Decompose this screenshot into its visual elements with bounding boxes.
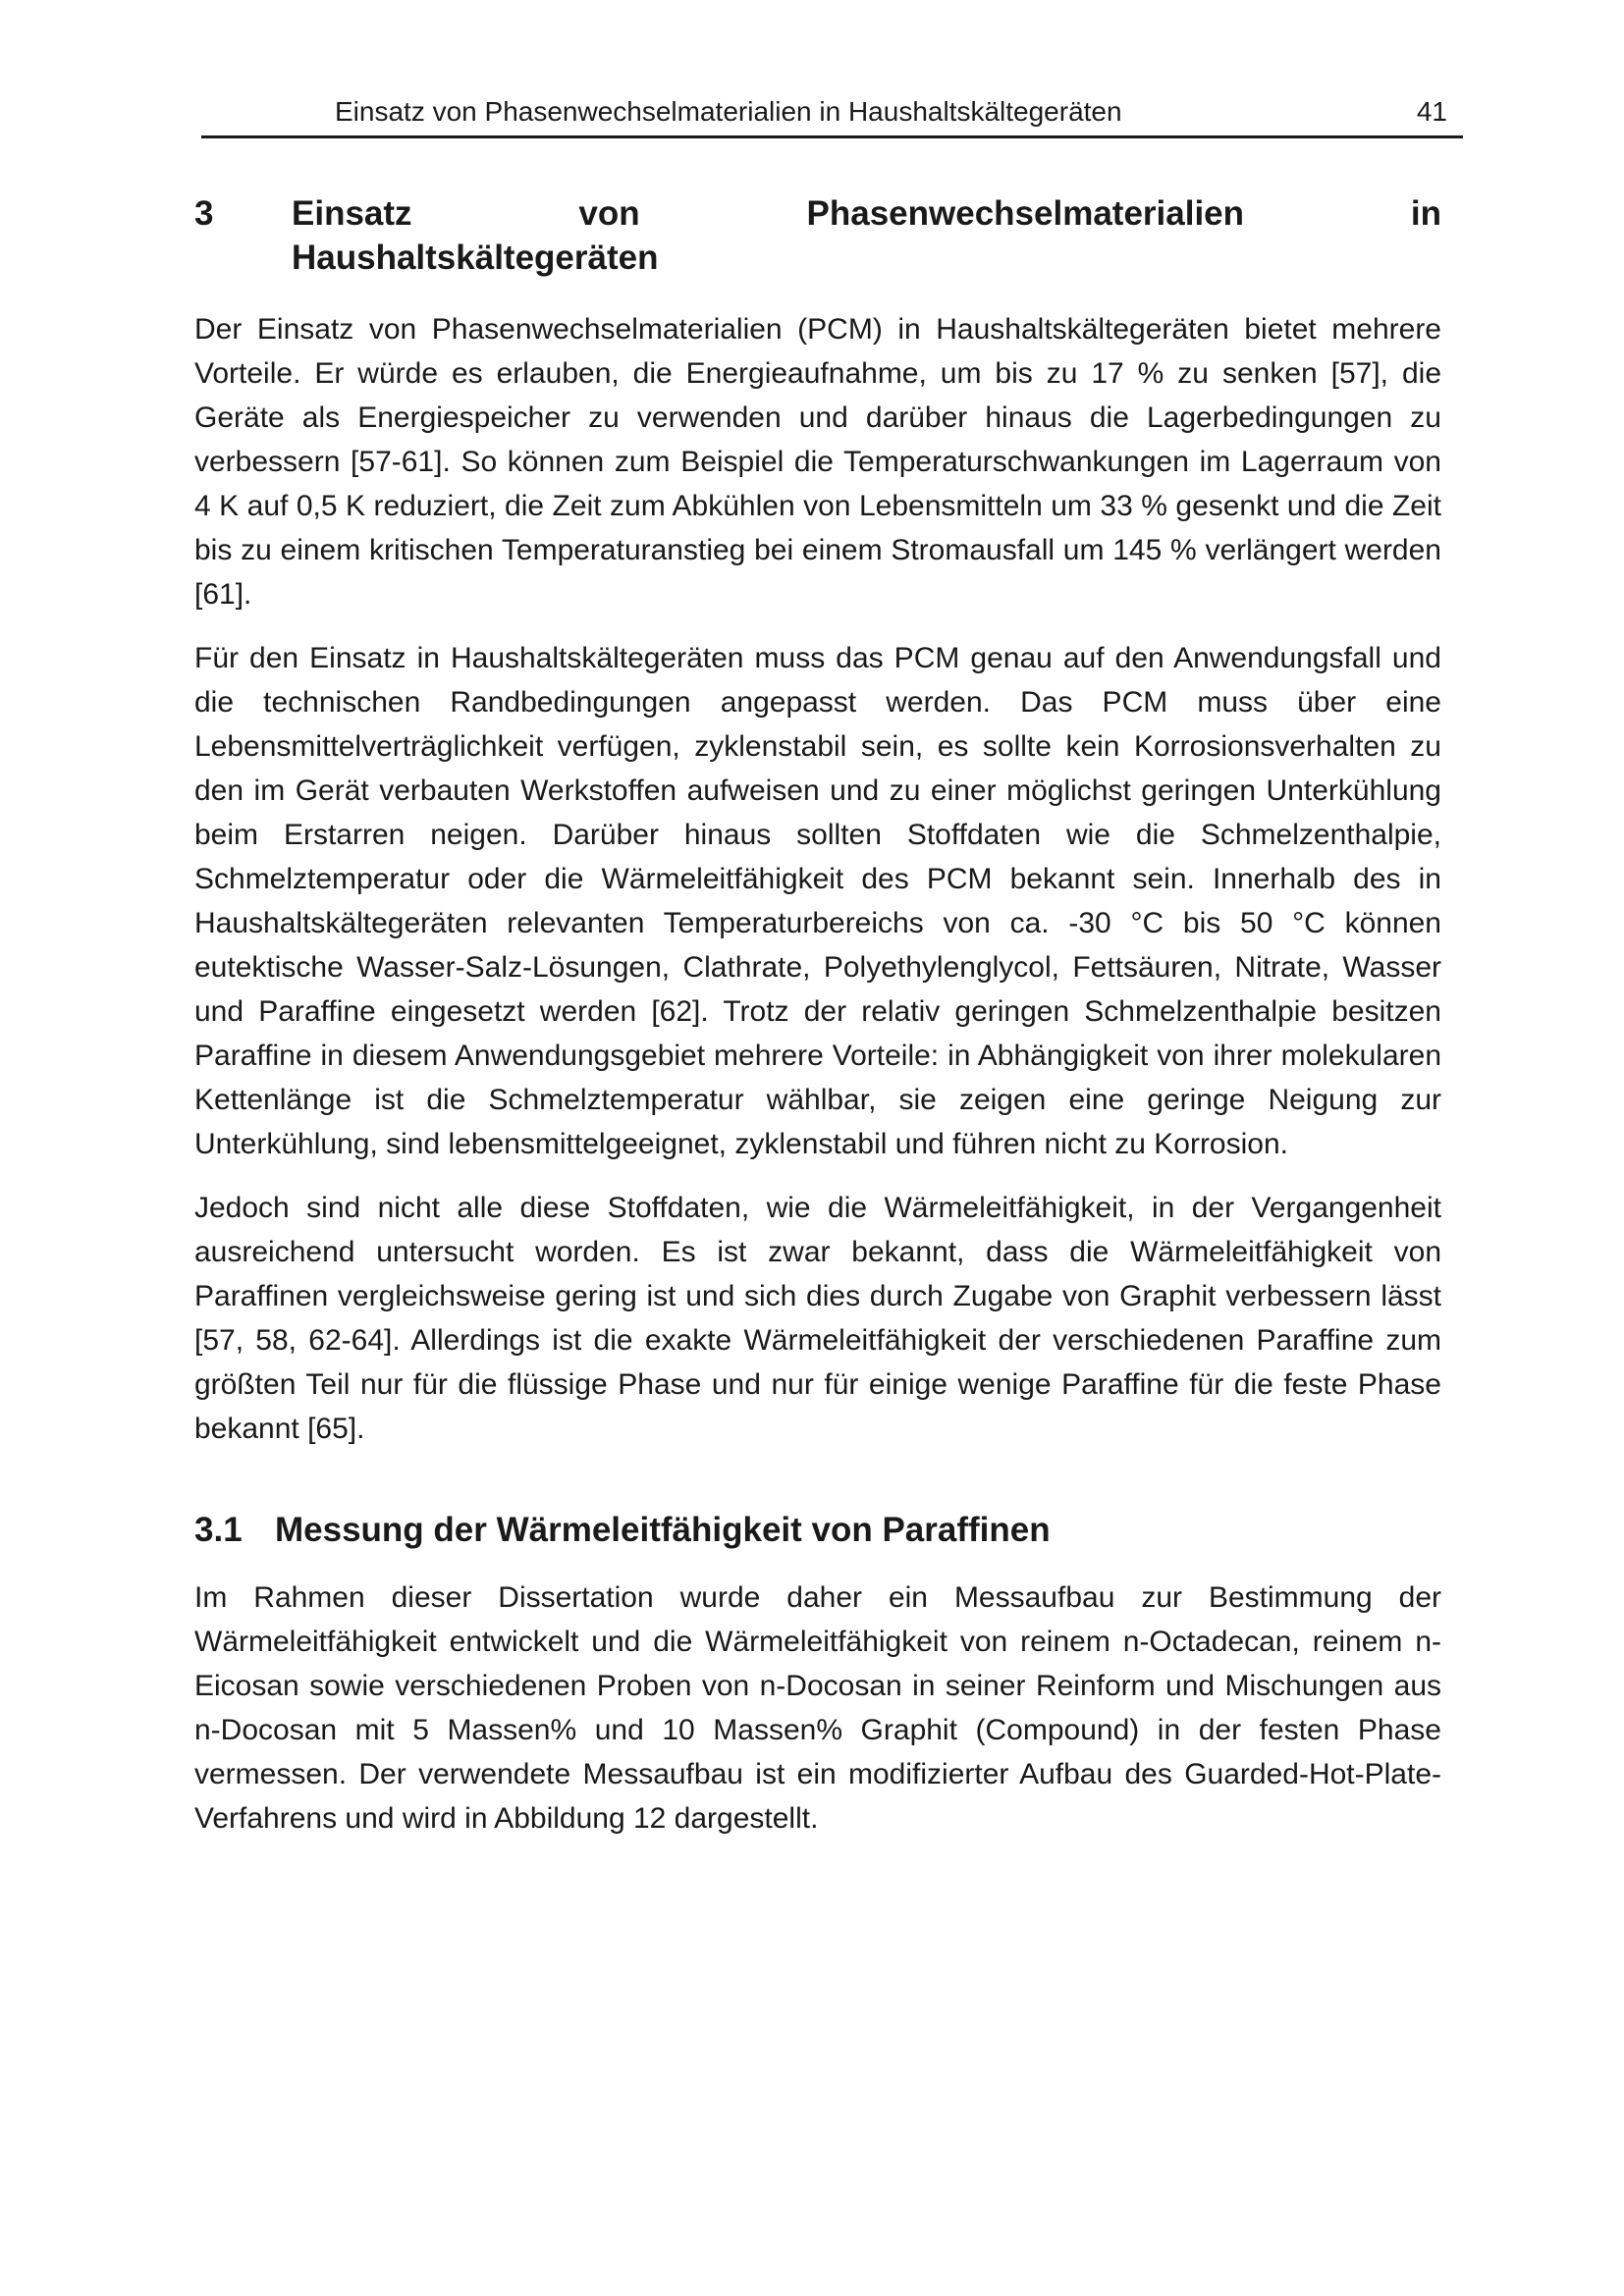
- section-heading: [194, 1508, 1441, 1552]
- section-number: 3.1: [194, 1511, 243, 1549]
- chapter-title-line-2: Haushaltskältegeräten: [292, 239, 659, 277]
- page-content: [194, 191, 1441, 1860]
- chapter-heading: [194, 191, 1441, 280]
- running-title: Einsatz von Phasenwechselmaterialien in Haushaltskältegeräten: [335, 96, 1122, 127]
- chapter-title-line-1: Einsatz von Phasenwechselmaterialien in: [292, 194, 1441, 233]
- page-header: [201, 94, 1463, 138]
- page-number: 41: [1416, 96, 1447, 127]
- section-title: Messung der Wärmeleitfähigkeit von Paraffinen: [275, 1511, 1051, 1549]
- section-paragraph: Im Rahmen dieser Dissertation wurde daher ein Messaufbau zur Bestimmung der Wärmeleitfähigkeit entwickelt und die Wärmeleitfähigkeit von reinem n-Octadecan, reinem n-Eicosan sowie verschiedenen Proben von n-Docosan in seiner Reinform und Mischungen aus n-Docosan mit 5 Massen% und 10 Massen% Graphit (Compound) in der festen Phase vermessen. Der verwendete Messaufbau ist ein modifizierter Aufbau des Guarded-Hot-Plate-Verfahrens und wird in Abbildung 12 dargestellt.: [194, 1581, 1441, 1835]
- chapter-number: 3: [194, 194, 214, 233]
- chapter-title: [292, 191, 1441, 280]
- body-paragraph-3: Jedoch sind nicht alle diese Stoffdaten, wie die Wärmeleitfähigkeit, in der Vergangenheit ausreichend untersucht worden. Es ist zwar bekannt, dass die Wärmeleitfähigkeit von Paraffinen vergleichsweise gering ist und sich dies durch Zugabe von Graphit verbessern lässt [57, 58, 62-64]. Allerdings ist die exakte Wärmeleitfähigkeit der verschiedenen Paraffine zum größten Teil nur für die flüssige Phase und nur für einige wenige Paraffine für die feste Phase bekannt [65].: [194, 1192, 1441, 1445]
- body-paragraph-2: Für den Einsatz in Haushaltskältegeräten muss das PCM genau auf den Anwendungsfall und die technischen Randbedingungen angepasst werden. Das PCM muss über eine Lebensmittelverträglichkeit verfügen, zyklenstabil sein, es sollte kein Korrosionsverhalten zu den im Gerät verbauten Werkstoffen aufweisen und zu einer möglichst geringen Unterkühlung beim Erstarren neigen. Darüber hinaus sollten Stoffdaten wie die Schmelzenthalpie, Schmelztemperatur oder die Wärmeleitfähigkeit des PCM bekannt sein. Innerhalb des in Haushaltskältegeräten relevanten Temperaturbereichs von ca. -30 °C bis 50 °C können eutektische Wasser-Salz-Lösungen, Clathrate, Polyethylenglycol, Fettsäuren, Nitrate, Wasser und Paraffine eingesetzt werden [62]. Trotz der relativ geringen Schmelzenthalpie besitzen Paraffine in diesem Anwendungsgebiet mehrere Vorteile: in Abhängigkeit von ihrer molekularen Kettenlänge ist die Schmelztemperatur wählbar, sie zeigen eine geringe Neigung zur Unterkühlung, sind lebensmittelgeeignet, zyklenstabil und führen nicht zu Korrosion.: [194, 642, 1441, 1160]
- body-paragraph-1: Der Einsatz von Phasenwechselmaterialien (PCM) in Haushaltskältegeräten bietet mehrere Vorteile. Er würde es erlauben, die Energieaufnahme, um bis zu 17 % zu senken [57], die Geräte als Energiespeicher zu verwenden und darüber hinaus die Lagerbedingungen zu verbessern [57-61]. So können zum Beispiel die Temperaturschwankungen im Lagerraum von 4 K auf 0,5 K reduziert, die Zeit zum Abkühlen von Lebensmitteln um 33 % gesenkt und die Zeit bis zu einem kritischen Temperaturanstieg bei einem Stromausfall um 145 % verlängert werden [61].: [194, 313, 1441, 611]
